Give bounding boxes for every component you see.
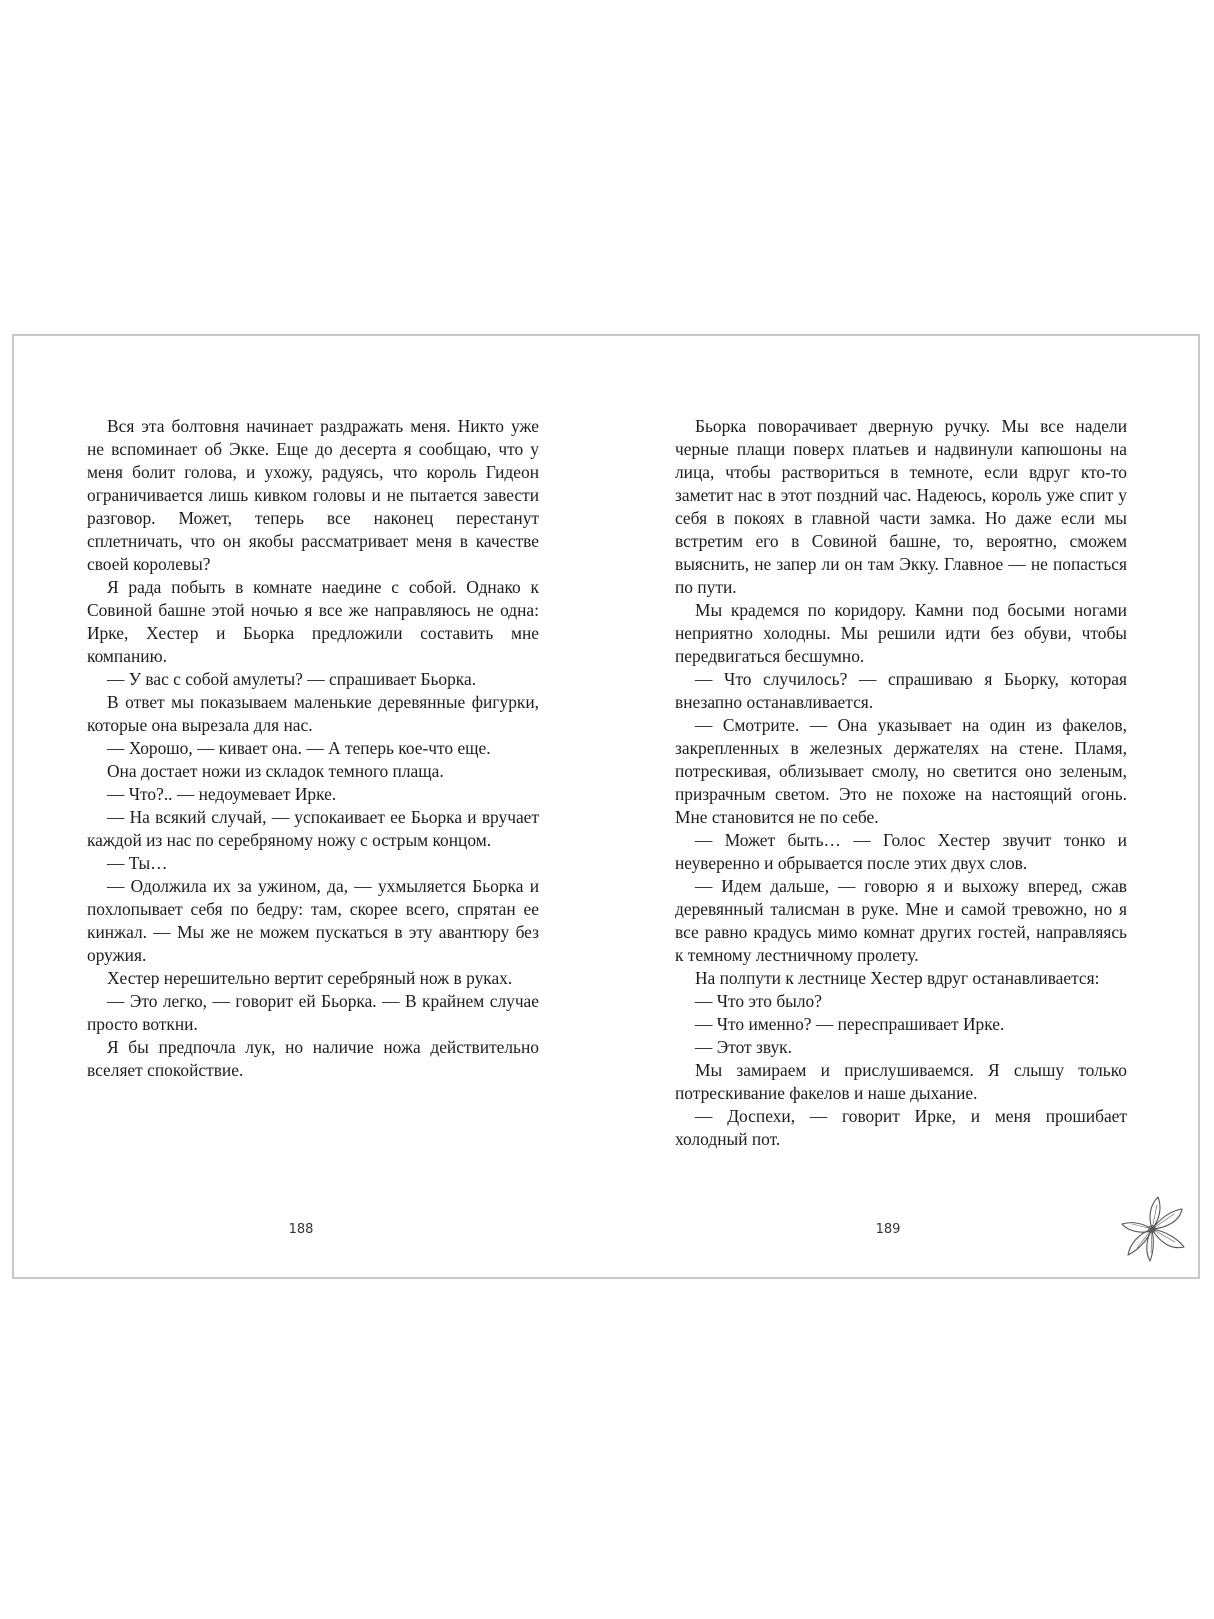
paragraph: Вся эта болтовня начинает раздражать меня. Никто уже не вспоминает об Экке. Еще до десерта я сообщаю, что у меня болит голова, и ухожу, радуясь, что король Гидеон ограничивается лишь кивком головы и не пытается завести разговор. Может, теперь все наконец перестанут сплетничать, что он якобы рассматривает меня в качестве своей королевы?: [87, 416, 539, 574]
paragraph: — Что?.. — недоумевает Ирке.: [107, 784, 337, 804]
book-spread: [12, 334, 1200, 1279]
paragraph: На полпути к лестнице Хестер вдруг останавливается:: [695, 968, 1100, 988]
paragraph: — Ты…: [107, 853, 168, 873]
paragraph: — На всякий случай, — успокаивает ее Бьорка и вручает каждой из нас по серебряному ножу с острым концом.: [87, 807, 539, 850]
page-number-left: 188: [288, 1222, 314, 1237]
page-number-right: 189: [875, 1222, 901, 1237]
paragraph: — Доспехи, — говорит Ирке, и меня прошибает холодный пот.: [675, 1106, 1127, 1149]
paragraph: Я бы предпочла лук, но наличие ножа действительно вселяет спокойствие.: [87, 1037, 539, 1080]
paragraph: — У вас с собой амулеты? — спрашивает Бьорка.: [107, 669, 477, 689]
paragraph: Мы крадемся по коридору. Камни под босыми ногами неприятно холодны. Мы решили идти без обуви, чтобы передвигаться бесшумно.: [675, 600, 1127, 666]
paragraph: — Что именно? — переспрашивает Ирке.: [695, 1014, 1005, 1034]
paragraph: Хестер нерешительно вертит серебряный нож в руках.: [107, 968, 513, 988]
paragraph: — Это легко, — говорит ей Бьорка. — В крайнем случае просто воткни.: [87, 991, 539, 1034]
paragraph: Она достает ножи из складок темного плаща.: [107, 761, 444, 781]
paragraph: Бьорка поворачивает дверную ручку. Мы все надели черные плащи поверх платьев и надвинули капюшоны на лица, чтобы раствориться в темноте, если вдруг кто-то заметит нас в этот поздний час. Надеюсь, король уже спит у себя в покоях в главной части замка. Но даже если мы встретим его в Совиной башне, то, вероятно, сможем выяснить, не запер ли он там Экку. Главное — не попасться по пути.: [675, 416, 1127, 597]
right-page: [675, 415, 1127, 1151]
paragraph: — Хорошо, — кивает она. — А теперь кое-что еще.: [107, 738, 491, 758]
paragraph: Мы замираем и прислушиваемся. Я слышу только потрескивание факелов и наше дыхание.: [675, 1060, 1127, 1103]
paragraph: — Этот звук.: [695, 1037, 792, 1057]
paragraph: — Смотрите. — Она указывает на один из факелов, закрепленных в железных держателях на стене. Пламя, потрескивая, облизывает смолу, но светится оно зеленым, призрачным светом. Это не похоже на настоящий огонь. Мне становится не по себе.: [675, 715, 1127, 827]
paragraph: — Одолжила их за ужином, да, — ухмыляется Бьорка и похлопывает себя по бедру: там, скорее всего, спрятан ее кинжал. — Мы же не можем пускаться в эту авантюру без оружия.: [87, 876, 539, 965]
flower-icon: [1112, 1193, 1192, 1265]
paragraph: Я рада побыть в комнате наедине с собой. Однако к Совиной башне этой ночью я все же направляюсь не одна: Ирке, Хестер и Бьорка предложили составить мне компанию.: [87, 577, 539, 666]
left-page-text: [87, 415, 539, 1082]
paragraph: — Идем дальше, — говорю я и выхожу вперед, сжав деревянный талисман в руке. Мне и самой тревожно, но я все равно крадусь мимо комнат других гостей, направляясь к темному лестничному пролету.: [675, 876, 1127, 965]
paragraph: — Что случилось? — спрашиваю я Бьорку, которая внезапно останавливается.: [675, 669, 1127, 712]
right-page-text: [675, 415, 1127, 1151]
paragraph: — Что это было?: [695, 991, 822, 1011]
paragraph: — Может быть… — Голос Хестер звучит тонко и неуверенно и обрывается после этих двух слов.: [675, 830, 1127, 873]
paragraph: В ответ мы показываем маленькие деревянные фигурки, которые она вырезала для нас.: [87, 692, 539, 735]
left-page: [87, 415, 539, 1082]
